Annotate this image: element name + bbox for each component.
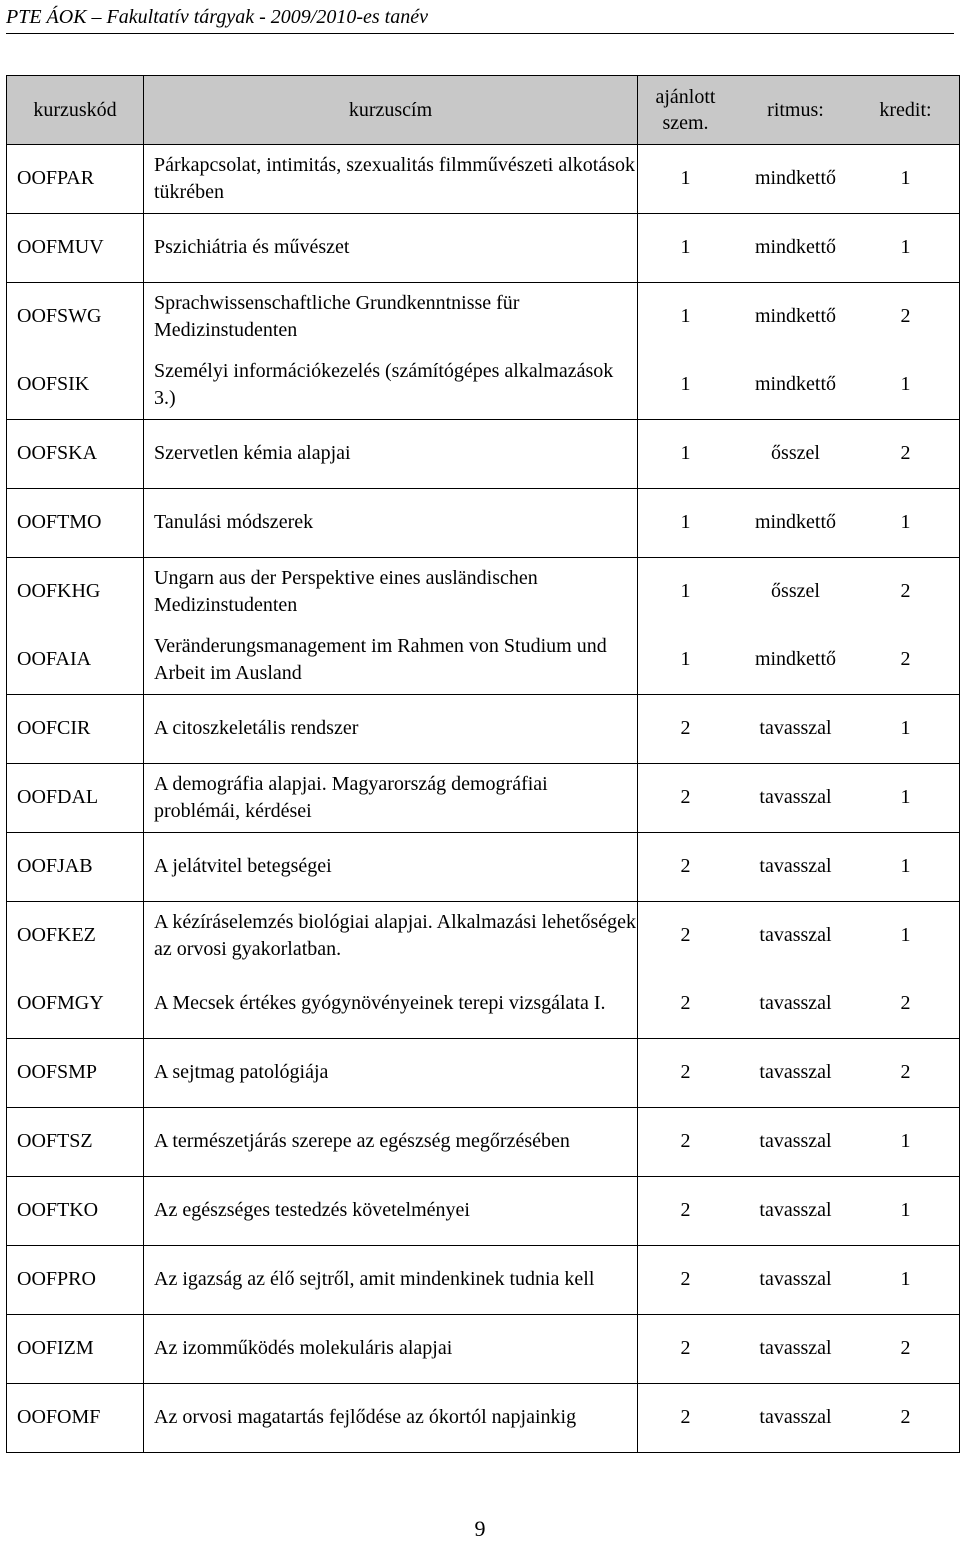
rhythm: tavasszal [759, 992, 832, 1014]
table-row [7, 419, 960, 488]
column-header-semester: ajánlott szem. [655, 86, 716, 134]
title-cell [144, 557, 638, 694]
credit: 2 [900, 580, 911, 602]
recommended-semester: 2 [680, 855, 691, 877]
meta-cell [638, 488, 960, 557]
code-cell [7, 763, 144, 832]
course-code: OOFIZM [17, 1337, 94, 1359]
meta-cell [638, 213, 960, 282]
course-code: OOFSWG [17, 305, 102, 327]
rhythm: tavasszal [759, 1406, 832, 1428]
code-cell [7, 832, 144, 901]
table-row [7, 1107, 960, 1176]
meta-cell [638, 1107, 960, 1176]
table-row [7, 832, 960, 901]
title-cell [144, 213, 638, 282]
credit: 1 [900, 1130, 911, 1152]
rhythm: mindkettő [754, 167, 837, 189]
title-cell [144, 763, 638, 832]
recommended-semester: 2 [680, 717, 691, 739]
rhythm: mindkettő [754, 236, 837, 258]
course-title: Tanulási módszerek [154, 511, 314, 533]
rhythm: tavasszal [759, 717, 832, 739]
table-row [7, 1038, 960, 1107]
course-title: Az egészséges testedzés követelményei [154, 1199, 470, 1221]
rhythm: mindkettő [754, 511, 837, 533]
credit: 2 [900, 442, 911, 464]
credit: 1 [900, 373, 911, 395]
title-cell [144, 419, 638, 488]
meta-cell [638, 282, 960, 419]
recommended-semester: 2 [680, 1406, 691, 1428]
course-title: A sejtmag patológiája [154, 1061, 329, 1083]
course-table-body [6, 144, 960, 1453]
course-title: Pszichiátria és művészet [154, 236, 350, 258]
meta-cell [638, 832, 960, 901]
table-row [7, 763, 960, 832]
credit: 2 [900, 1406, 911, 1428]
title-cell [144, 901, 638, 1038]
course-code: OOFKHG [17, 580, 101, 602]
credit: 1 [900, 167, 911, 189]
recommended-semester: 2 [680, 924, 691, 946]
course-title: Az orvosi magatartás fejlődése az ókortól napjainkig [154, 1406, 577, 1428]
code-cell [7, 144, 144, 213]
code-cell [7, 213, 144, 282]
table-header-row [7, 76, 960, 145]
title-cell [144, 1383, 638, 1452]
course-code: OOFSIK [17, 373, 90, 395]
table-row [7, 557, 960, 694]
course-code: OOFMGY [17, 992, 104, 1014]
course-code: OOFTSZ [17, 1130, 93, 1152]
recommended-semester: 1 [680, 648, 691, 670]
title-cell [144, 1245, 638, 1314]
credit: 2 [900, 992, 911, 1014]
recommended-semester: 1 [680, 305, 691, 327]
recommended-semester: 2 [680, 1061, 691, 1083]
title-cell [144, 1314, 638, 1383]
credit: 1 [900, 236, 911, 258]
recommended-semester: 1 [680, 442, 691, 464]
credit: 1 [900, 1199, 911, 1221]
rhythm: mindkettő [754, 648, 837, 670]
column-header-code: kurzuskód [7, 76, 144, 145]
recommended-semester: 1 [680, 373, 691, 395]
table-row [7, 1176, 960, 1245]
credit: 1 [900, 924, 911, 946]
meta-cell [638, 419, 960, 488]
course-title: A természetjárás szerepe az egészség megőrzésében [154, 1130, 570, 1152]
meta-cell [638, 557, 960, 694]
table-row [7, 213, 960, 282]
rhythm: tavasszal [759, 1130, 832, 1152]
title-cell [144, 144, 638, 213]
recommended-semester: 2 [680, 1337, 691, 1359]
course-title: A jelátvitel betegségei [154, 855, 332, 877]
page-header: PTE ÁOK – Fakultatív tárgyak - 2009/2010-es tanév [6, 3, 954, 34]
course-title: A kézíráselemzés biológiai alapjai. Alkalmazási lehetőségek az orvosi gyakorlatban. [154, 910, 637, 960]
rhythm: tavasszal [759, 1268, 832, 1290]
credit: 1 [900, 511, 911, 533]
page-number: 9 [474, 1516, 486, 1541]
course-title: Az igazság az élő sejtről, amit mindenkinek tudnia kell [154, 1268, 595, 1290]
course-title: Párkapcsolat, intimitás, szexualitás filmművészeti alkotások tükrében [154, 153, 635, 203]
course-code: OOFMUV [17, 236, 104, 258]
meta-cell [638, 144, 960, 213]
recommended-semester: 2 [680, 786, 691, 808]
code-cell [7, 1245, 144, 1314]
course-code: OOFTMO [17, 511, 102, 533]
column-header-rhythm: ritmus: [767, 99, 824, 121]
recommended-semester: 1 [680, 511, 691, 533]
code-cell [7, 1176, 144, 1245]
title-cell [144, 1038, 638, 1107]
course-title: A demográfia alapjai. Magyarország demográfiai problémái, kérdései [154, 772, 548, 822]
course-title: Ungarn aus der Perspektive eines ausländischen Medizinstudenten [154, 566, 538, 616]
rhythm: tavasszal [759, 855, 832, 877]
rhythm: tavasszal [759, 1199, 832, 1221]
recommended-semester: 1 [680, 167, 691, 189]
code-cell [7, 1314, 144, 1383]
table-row [7, 1383, 960, 1452]
course-code: OOFPRO [17, 1268, 96, 1290]
recommended-semester: 1 [680, 580, 691, 602]
recommended-semester: 1 [680, 236, 691, 258]
title-cell [144, 1176, 638, 1245]
code-cell [7, 282, 144, 419]
meta-cell [638, 1314, 960, 1383]
credit: 2 [900, 1337, 911, 1359]
code-cell [7, 419, 144, 488]
title-cell [144, 832, 638, 901]
course-code: OOFOMF [17, 1406, 101, 1428]
credit: 1 [900, 855, 911, 877]
course-code: OOFJAB [17, 855, 93, 877]
recommended-semester: 2 [680, 1268, 691, 1290]
course-title: Veränderungsmanagement im Rahmen von Studium und Arbeit im Ausland [154, 634, 607, 684]
rhythm: tavasszal [759, 1061, 832, 1083]
credit: 1 [900, 786, 911, 808]
table-row [7, 1314, 960, 1383]
course-title: Az izomműködés molekuláris alapjai [154, 1337, 453, 1359]
course-title: Szervetlen kémia alapjai [154, 442, 351, 464]
course-code: OOFTKO [17, 1199, 99, 1221]
title-cell [144, 694, 638, 763]
column-header-credit: kredit: [879, 99, 932, 121]
course-code: OOFKEZ [17, 924, 96, 946]
meta-cell [638, 1383, 960, 1452]
code-cell [7, 901, 144, 1038]
code-cell [7, 1383, 144, 1452]
meta-cell [638, 694, 960, 763]
table-row [7, 694, 960, 763]
title-cell [144, 282, 638, 419]
course-table [6, 75, 960, 145]
recommended-semester: 2 [680, 1199, 691, 1221]
meta-cell [638, 901, 960, 1038]
table-row [7, 144, 960, 213]
title-cell [144, 488, 638, 557]
table-row [7, 1245, 960, 1314]
code-cell [7, 557, 144, 694]
rhythm: tavasszal [759, 786, 832, 808]
course-code: OOFSKA [17, 442, 98, 464]
course-title: A citoszkeletális rendszer [154, 717, 359, 739]
rhythm: ősszel [771, 580, 820, 602]
title-cell [144, 1107, 638, 1176]
course-title: Személyi információkezelés (számítógépes alkalmazások 3.) [154, 359, 614, 409]
code-cell [7, 694, 144, 763]
credit: 2 [900, 1061, 911, 1083]
credit: 2 [900, 648, 911, 670]
course-title: A Mecsek értékes gyógynövényeinek terepi vizsgálata I. [154, 992, 606, 1014]
meta-cell [638, 1245, 960, 1314]
course-table-wrapper [6, 75, 960, 1453]
column-header-title: kurzuscím [144, 76, 638, 145]
meta-cell [638, 1176, 960, 1245]
code-cell [7, 488, 144, 557]
table-row [7, 282, 960, 419]
course-code: OOFSMP [17, 1061, 98, 1083]
course-title: Sprachwissenschaftliche Grundkenntnisse für Medizinstudenten [154, 291, 520, 341]
table-row [7, 901, 960, 1038]
table-row [7, 488, 960, 557]
code-cell [7, 1107, 144, 1176]
recommended-semester: 2 [680, 992, 691, 1014]
course-code: OOFCIR [17, 717, 91, 739]
rhythm: tavasszal [759, 924, 832, 946]
meta-cell [638, 1038, 960, 1107]
code-cell [7, 1038, 144, 1107]
rhythm: mindkettő [754, 305, 837, 327]
course-code: OOFAIA [17, 648, 92, 670]
credit: 1 [900, 717, 911, 739]
rhythm: ősszel [771, 442, 820, 464]
rhythm: tavasszal [759, 1337, 832, 1359]
rhythm: mindkettő [754, 373, 837, 395]
course-code: OOFPAR [17, 167, 95, 189]
credit: 1 [900, 1268, 911, 1290]
column-header-meta [638, 76, 960, 145]
recommended-semester: 2 [680, 1130, 691, 1152]
credit: 2 [900, 305, 911, 327]
meta-cell [638, 763, 960, 832]
course-code: OOFDAL [17, 786, 99, 808]
